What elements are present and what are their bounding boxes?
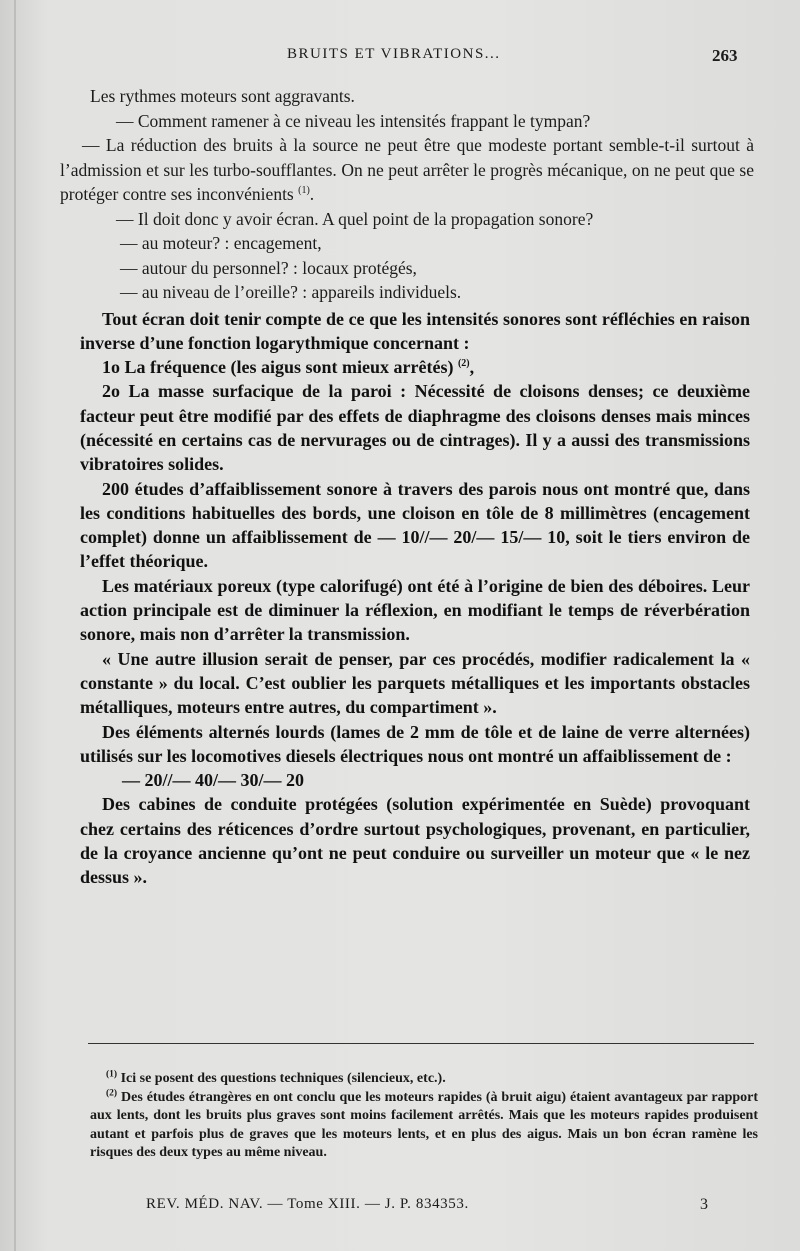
- paragraph: Tout écran doit tenir compte de ce que les intensités sonores sont réfléchies en raison inverse d’une fonction logarythmique concernant :: [80, 308, 750, 353]
- footnote-rule: [88, 1043, 754, 1044]
- paragraph: 200 études d’affaiblissement sonore à travers des parois nous ont montré que, dans les conditions habituelles des bords, une cloison en tôle de 8 millimètres (encagement complet) donne un affaiblissement de — 10//— 20/— 15/— 10, soit le tiers environ de l’effet théorique.: [80, 478, 750, 572]
- page-footer: [0, 1196, 800, 1220]
- paragraph: « Une autre illusion serait de penser, par ces procédés, modifier radicalement la « constante » du local. C’est oublier les parquets métalliques et les importants obstacles métalliques, moteurs entre autres, du compartiment ».: [80, 648, 750, 718]
- paragraph: Les matériaux poreux (type calorifugé) ont été à l’origine de bien des déboires. Leur action principale est de diminuer la réflexion, en modifiant le temps de réverbération sonore, mais non d’arrêter la transmission.: [80, 575, 750, 645]
- paragraph: Des éléments alternés lourds (lames de 2 mm de tôle et de laine de verre alternées) utilisés sur les locomotives diesels électriques nous ont montré un affaiblissement de :: [80, 721, 750, 766]
- folio-number: 3: [700, 1196, 708, 1213]
- page-header: [0, 46, 800, 72]
- footnote-ref[interactable]: (2): [457, 358, 470, 370]
- paragraph: 1o La fréquence (les aigus sont mieux arrêtés) $^{(2)}$,: [102, 357, 475, 378]
- footnote: $^{(2)}$ Des études étrangères en ont conclu que les moteurs rapides (à bruit aigu) étaient avantageux par rapport aux lents, dont les bruits plus graves sont moins facilement arrêtés. Mais que les moteurs rapides produisent autant et parfois plus de graves que les moteurs lents, et en plus des aigus. Mais un bon écran ramène les risques des deux types au même niveau.: [90, 1087, 759, 1161]
- footnote-mark: (2): [106, 1087, 118, 1098]
- page-number: 263: [712, 46, 738, 65]
- footnote-ref[interactable]: (1): [298, 185, 310, 197]
- paragraph: — 20//— 40/— 30/— 20: [122, 770, 305, 791]
- body-text: [60, 84, 754, 890]
- paragraph: — Comment ramener à ce niveau les intensités frappant le tympan?: [116, 110, 591, 131]
- list-item: — au niveau de l’oreille? : appareils individuels.: [120, 282, 462, 302]
- journal-reference: REV. MÉD. NAV. — Tome XIII. — J. P. 834353.: [146, 1196, 469, 1212]
- running-title: BRUITS ET VIBRATIONS...: [287, 46, 501, 62]
- footnote: $^{(1)}$ Ici se posent des questions techniques (silencieux, etc.).: [106, 1069, 446, 1086]
- paragraph: — Il doit donc y avoir écran. A quel point de la propagation sonore?: [116, 208, 594, 229]
- page-edge-shadow: [14, 0, 16, 1251]
- paragraph: Les rythmes moteurs sont aggravants.: [90, 86, 355, 106]
- footnote-mark: (1): [106, 1069, 118, 1080]
- body-section-bold: [80, 307, 750, 890]
- paragraph: Des cabines de conduite protégées (solution expérimentée en Suède) provoquant chez certains des réticences d’ordre surtout psychologiques, provenant, en particulier, de la croyance ancienne qu’ont ne peut conduire ou surveiller un moteur que « le nez dessus ».: [80, 794, 750, 888]
- paragraph: — La réduction des bruits à la source ne peut être que modeste portant semble-t-il surtout à l’admission et sur les turbo-soufflantes. On ne peut arrêter le progrès mécanique, on ne peut que se protéger contre ses inconvénients $^{(1)}$.: [60, 135, 754, 204]
- list-item: — autour du personnel? : locaux protégés,: [120, 257, 417, 278]
- list-item: — au moteur? : encagement,: [120, 233, 322, 253]
- body-section-regular: [60, 84, 754, 305]
- footnotes: [90, 1070, 758, 1163]
- paragraph: 2o La masse surfacique de la paroi : Nécessité de cloisons denses; ce deuxième facteur peut être modifié par des effets de diaphragme des cloisons denses mais minces (nécessité en certains cas de nervurages ou de cintrages). Il y a aussi des transmissions vibratoires solides.: [80, 381, 750, 475]
